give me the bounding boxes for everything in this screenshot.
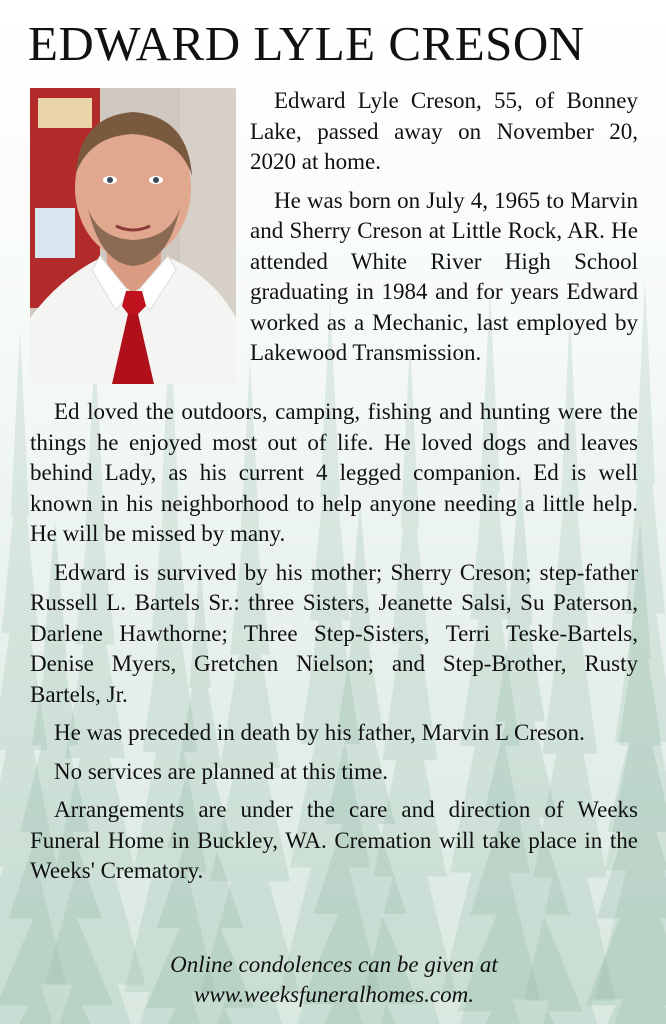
body-paragraph: No services are planned at this time. <box>54 758 389 784</box>
page-title: EDWARD LYLE CRESON <box>28 16 585 71</box>
portrait-photo <box>30 88 236 384</box>
intro-paragraph: Edward Lyle Creson, 55, of Bonney Lake, passed away on November 20, 2020 at home. <box>250 88 638 174</box>
body-paragraph: Edward is survived by his mother; Sherry Creson; step-father Russell L. Bartels Sr.: three Sisters, Jeanette Salsi, Su Paterson, Darlene Hawthorne; Three Step-Sisters, Terri Teske-Bartels, Denise Myers, Gretchen Nielson; and Step-Brother, Rusty Bartels, Jr. <box>30 559 638 707</box>
condolences-line: Online condolences can be given at <box>170 952 498 977</box>
body-paragraph: Arrangements are under the care and direction of Weeks Funeral Home in Buckley, WA. Cremation will take place in the Weeks' Crematory. <box>30 797 638 883</box>
intro-text <box>250 86 638 377</box>
condolences-url[interactable]: www.weeksfuneralhomes.com. <box>193 982 474 1007</box>
body-paragraph: Ed loved the outdoors, camping, fishing and hunting were the things he enjoyed most out of life. He loved dogs and leaves behind Lady, as his current 4 legged companion. Ed is well known in his neighborhood to help anyone needing a little help. He will be missed by many. <box>30 399 638 546</box>
intro-paragraph: He was born on July 4, 1965 to Marvin and Sherry Creson at Little Rock, AR. He attended White River High School graduating in 1984 and for years Edward worked as a Mechanic, last employed by Lakewood Transmission. <box>250 187 638 365</box>
condolences-footer <box>30 950 638 1010</box>
obituary-body <box>30 397 638 895</box>
body-paragraph: He was preceded in death by his father, Marvin L Creson. <box>54 720 585 745</box>
